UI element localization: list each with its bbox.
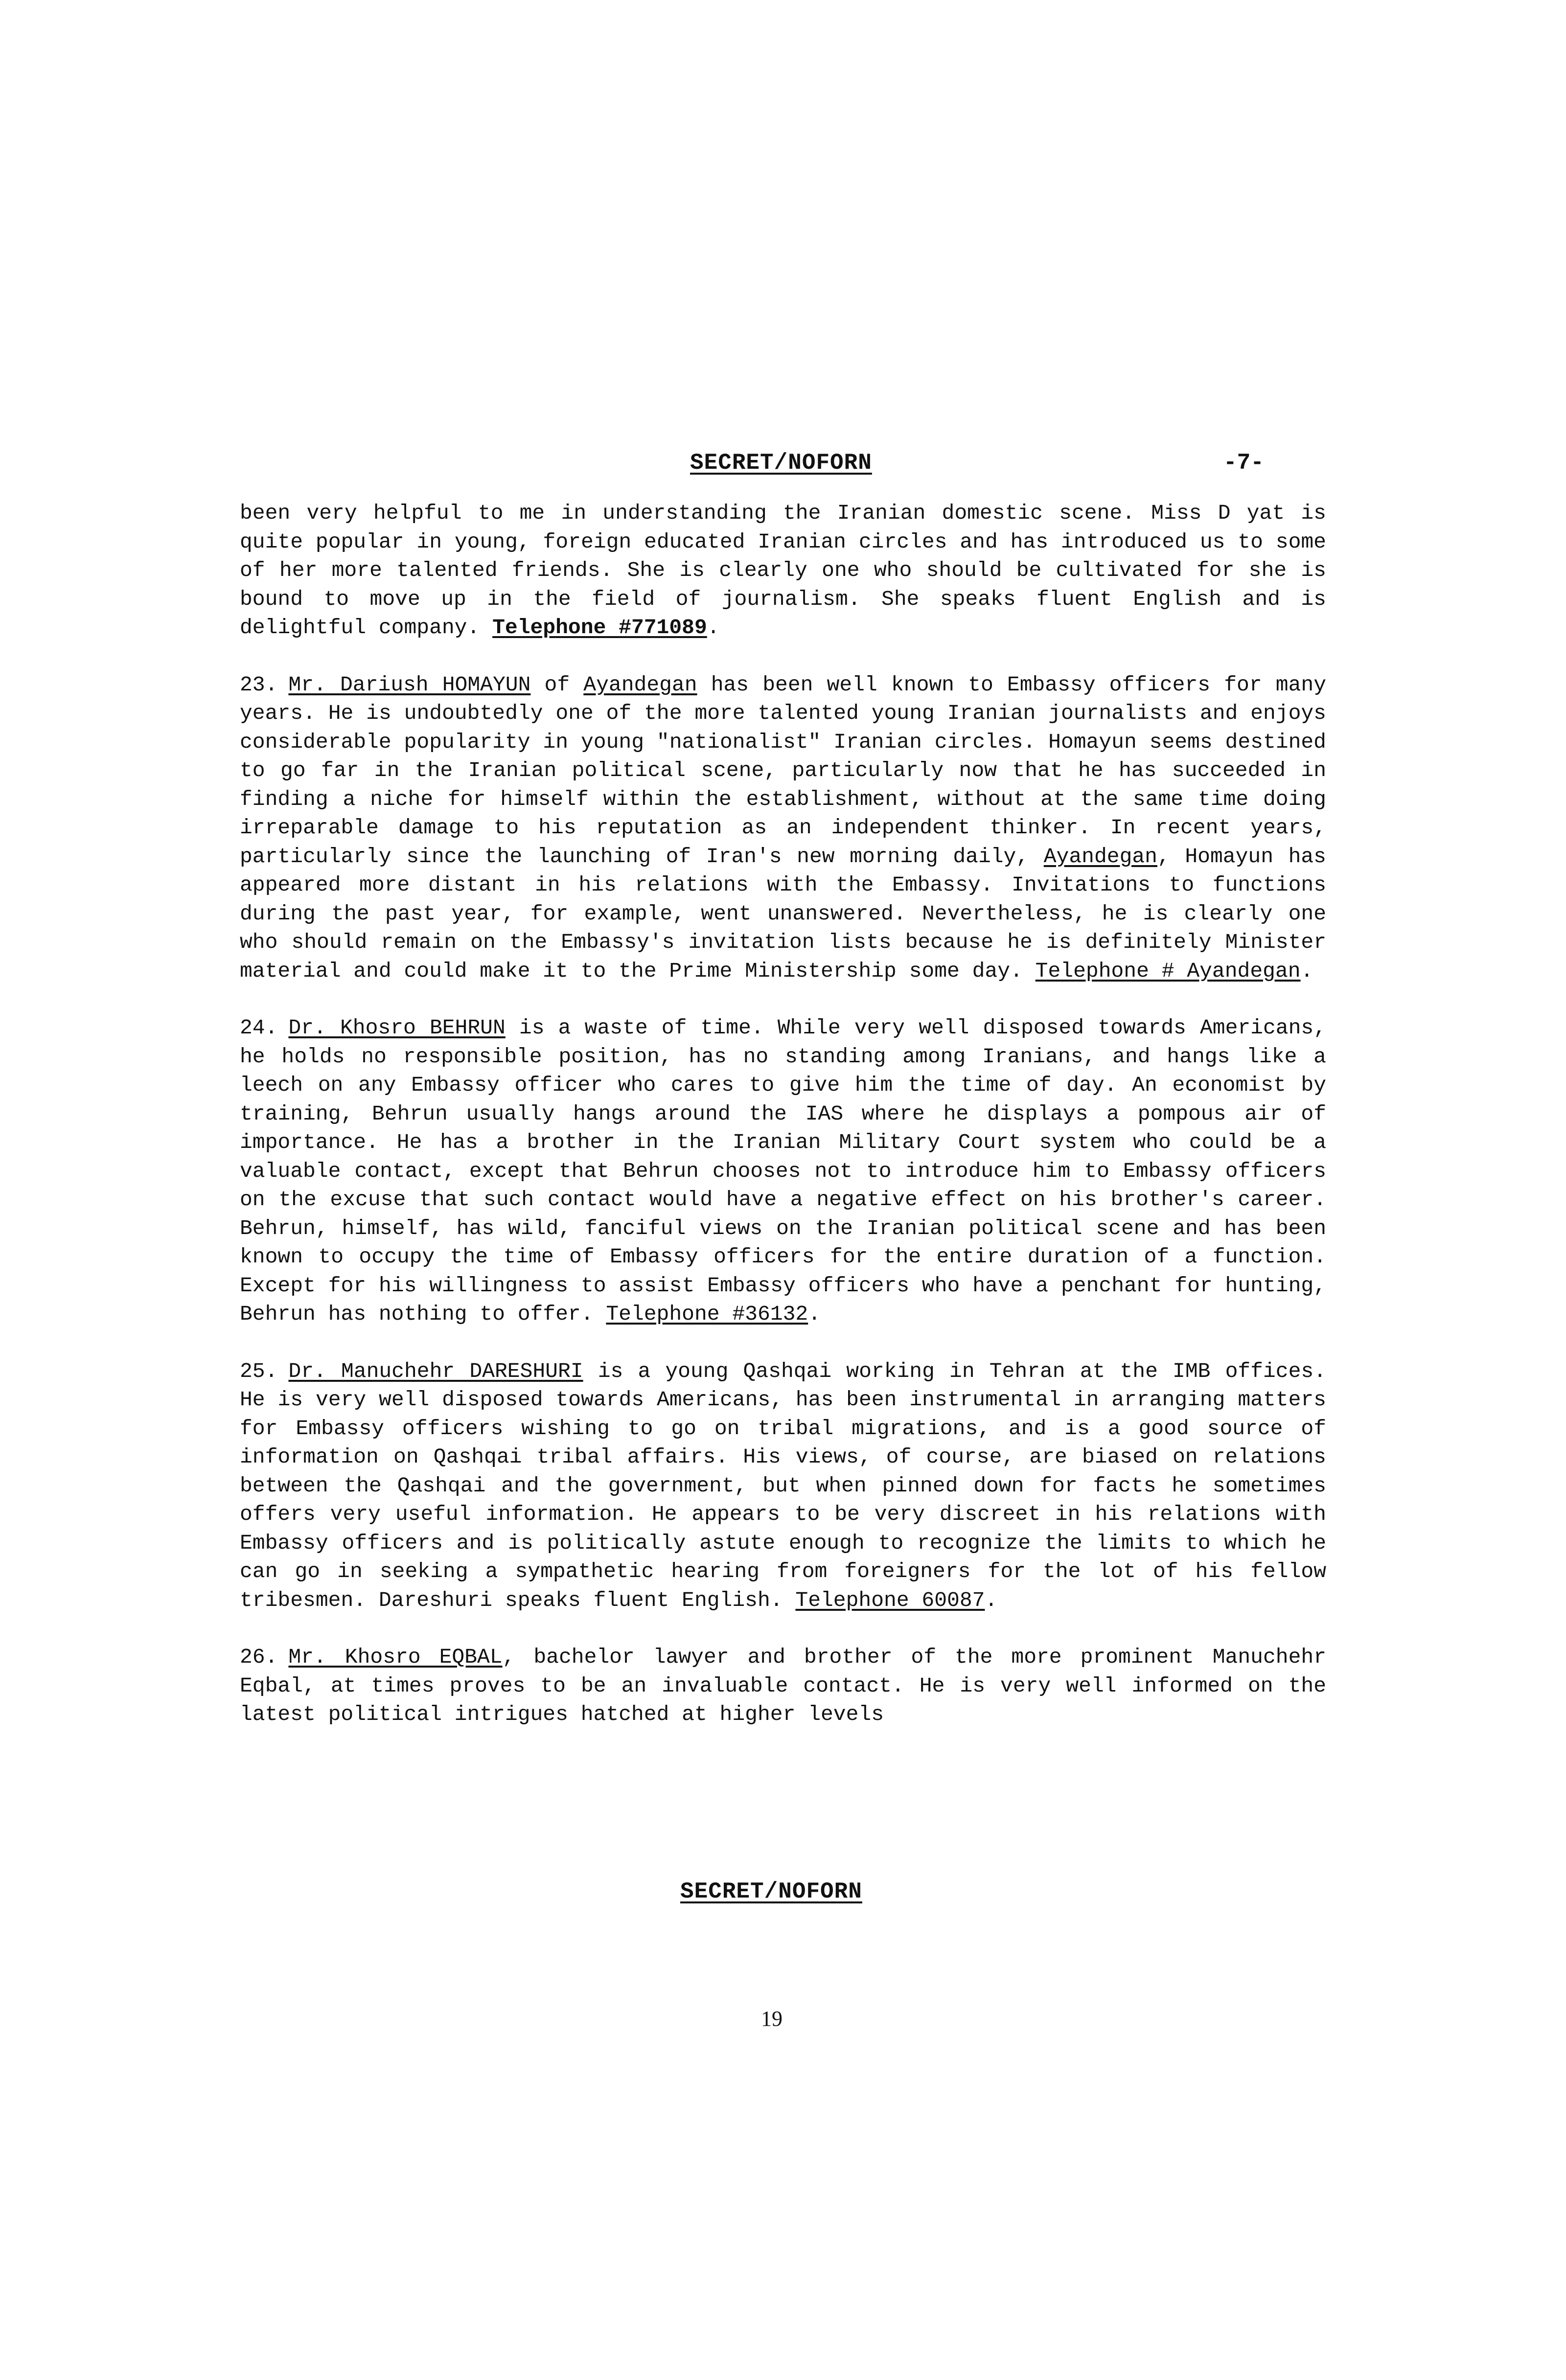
paragraph-number: 26. <box>240 1645 278 1669</box>
paragraph-text: , bachelor lawyer and brother of the more prominent Manuchehr Eqbal, at times proves to be an invaluable contact. He is very well informed on the latest political intrigues hatched at higher levels <box>240 1645 1326 1726</box>
paragraph-number: 25. <box>240 1359 278 1383</box>
telephone-note: Telephone 60087 <box>795 1588 985 1612</box>
paragraph-25 <box>240 1357 1326 1615</box>
paragraph-text: . <box>808 1302 821 1326</box>
telephone-note: Telephone # Ayandegan <box>1035 959 1301 983</box>
paragraph-24 <box>240 1014 1326 1329</box>
paragraph-text: . <box>985 1588 998 1612</box>
paragraph-number: 23. <box>240 672 278 697</box>
paragraph-text: has been well known to Embassy officers for many years. He is undoubtedly one of the more talented young Iranian journalists and enjoys considerable popularity in young "nationalist" Iranian circles. Homayun seems destined to go far in the Iranian political scene, particularly now that he has succeeded in finding a niche for himself within the establishment, without at the same time doing irreparable damage to his reputation as an independent thinker. In recent years, particularly since the launching of Iran's new morning daily, <box>240 672 1327 869</box>
document-body <box>240 499 1326 1758</box>
contact-name: Dr. Manuchehr DARESHURI <box>288 1359 583 1383</box>
paragraph-text: . <box>707 616 720 640</box>
paragraph-26 <box>240 1643 1326 1729</box>
contact-name: Dr. Khosro BEHRUN <box>288 1016 506 1040</box>
contact-name: Mr. Dariush HOMAYUN <box>288 672 531 697</box>
classification-footer: SECRET/NOFORN <box>680 1879 862 1904</box>
publication-name: Ayandegan <box>1043 844 1157 869</box>
folio-number: 19 <box>761 2007 783 2031</box>
paragraph-text: , Homayun has appeared more distant in his relations with the Embassy. Invitations to functions during the past year, for example, went unanswered. Nevertheless, he is clearly one who should remain on the Embassy's invitation lists because he is definitely Minister material and could make it to the Prime Ministership some day. <box>240 844 1326 983</box>
page-marker: -7- <box>1223 450 1264 476</box>
paragraph-text: is a young Qashqai working in Tehran at the IMB offices. He is very well disposed towards Americans, has been instrumental in arranging matters for Embassy officers wishing to go on tribal migrations, and is a good source of information on Qashqai tribal affairs. His views, of course, are biased on relations between the Qashqai and the government, but when pinned down for facts he sometimes offers very useful information. He appears to be very discreet in his relations with Embassy officers and is politically astute enough to recognize the limits to which he can go in seeking a sympathetic hearing from foreigners for the lot of his fellow tribesmen. Dareshuri speaks fluent English. <box>240 1359 1327 1612</box>
paragraph-23 <box>240 671 1326 986</box>
paragraph-continued <box>240 499 1326 642</box>
classification-header: SECRET/NOFORN <box>690 450 872 476</box>
contact-name: Mr. Khosro EQBAL <box>288 1645 503 1669</box>
paragraph-text: been very helpful to me in understanding the Iranian domestic scene. Miss D yat is quite popular in young, foreign educated Iranian circles and has introduced us to some of her more talented friends. She is clearly one who should be cultivated for she is bound to move up in the field of journalism. She speaks fluent English and is delightful company. <box>240 501 1326 640</box>
publication-name: Ayandegan <box>583 672 697 697</box>
paragraph-text: . <box>1300 959 1313 983</box>
paragraph-text: is a waste of time. While very well disposed towards Americans, he holds no responsible position, has no standing among Iranians, and hangs like a leech on any Embassy officer who cares to give him the time of day. An economist by training, Behrun usually hangs around the IAS where he displays a pompous air of importance. He has a brother in the Iranian Military Court system who could be a valuable contact, except that Behrun chooses not to introduce him to Embassy officers on the excuse that such contact would have a negative effect on his brother's career. Behrun, himself, has wild, fanciful views on the Iranian political scene and has been known to occupy the time of Embassy officers for the entire duration of a function. Except for his willingness to assist Embassy officers who have a penchant for hunting, Behrun has nothing to offer. <box>240 1016 1327 1326</box>
paragraph-number: 24. <box>240 1016 278 1040</box>
paragraph-text: of <box>530 672 584 697</box>
telephone-note: Telephone #771089 <box>492 616 707 640</box>
telephone-note: Telephone #36132 <box>606 1302 808 1326</box>
